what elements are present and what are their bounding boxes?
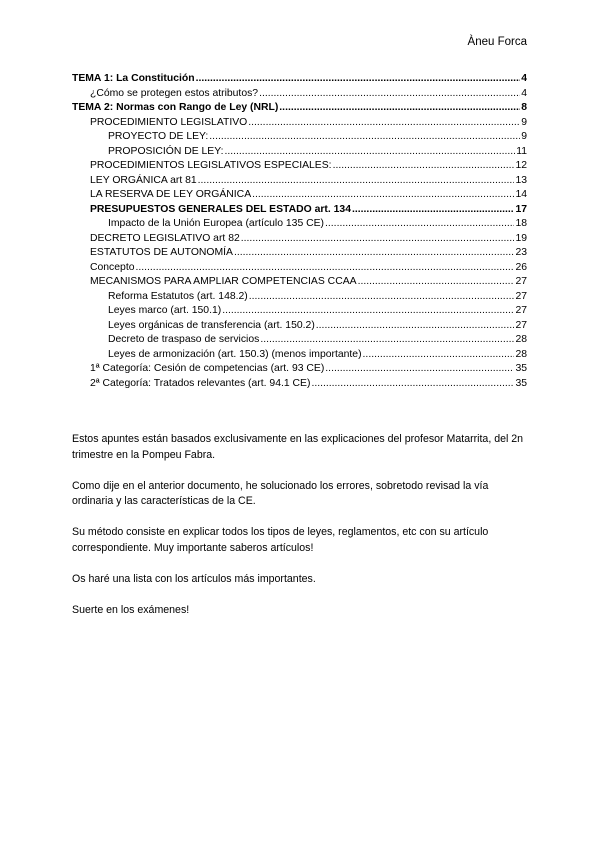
toc-leader-dots (209, 130, 520, 145)
toc-leader-dots (249, 290, 515, 305)
toc-entry-title: DECRETO LEGISLATIVO art 82 (90, 232, 240, 244)
toc-entry-title: Concepto (90, 261, 135, 273)
toc-page-number: 35 (515, 363, 527, 374)
toc-leader-dots (363, 348, 515, 363)
toc-entry-title: Leyes de armonización (art. 150.3) (menos importante) (108, 348, 362, 360)
body-paragraph: Estos apuntes están basados exclusivamente en las explicaciones del profesor Matarrita, del 2n trimestre en la Pompeu Fabra. (72, 433, 524, 461)
toc-entry[interactable] (72, 232, 527, 247)
toc-entry-title: MECANISMOS PARA AMPLIAR COMPETENCIAS CCAA (90, 276, 357, 287)
toc-leader-dots (279, 101, 520, 116)
toc-page-number: 26 (515, 261, 527, 273)
toc-page-number: 8 (521, 102, 527, 113)
toc-entry[interactable] (72, 333, 527, 348)
toc-leader-dots (259, 87, 520, 102)
toc-entry-title: PROCEDIMIENTO LEGISLATIVO (90, 116, 248, 128)
toc-entry-title: LA RESERVA DE LEY ORGÁNICA (90, 189, 252, 200)
toc-entry[interactable] (72, 174, 527, 189)
toc-page-number: 27 (515, 276, 527, 287)
toc-page-number: 12 (515, 160, 527, 171)
toc-leader-dots (222, 304, 514, 319)
toc-page-number: 27 (515, 290, 527, 302)
toc-entry[interactable] (72, 72, 527, 87)
toc-entry[interactable] (72, 348, 527, 363)
toc-page-number: 9 (521, 116, 527, 128)
toc-page-number: 27 (515, 319, 527, 331)
toc-entry-title: ¿Cómo se protegen estos atributos? (90, 87, 259, 99)
toc-page-number: 14 (515, 189, 527, 200)
toc-leader-dots (358, 275, 515, 290)
toc-entry-title: Leyes marco (art. 150.1) (108, 305, 222, 316)
body-paragraph: Su método consiste en explicar todos los tipos de leyes, reglamentos, etc con su artículo correspondiente. Muy importante saberos artículos! (72, 526, 489, 554)
toc-page-number: 4 (521, 87, 527, 99)
toc-leader-dots (241, 232, 515, 247)
toc-page-number: 28 (515, 348, 527, 360)
toc-leader-dots (196, 72, 521, 87)
toc-entry[interactable] (72, 290, 527, 305)
toc-entry-title: Reforma Estatutos (art. 148.2) (108, 290, 248, 302)
toc-page-number: 19 (515, 232, 527, 244)
toc-entry-title: TEMA 2: Normas con Rango de Ley (NRL) (72, 102, 279, 113)
toc-entry[interactable] (72, 377, 527, 392)
toc-entry-title: ESTATUTOS DE AUTONOMÍA (90, 247, 233, 258)
toc-entry[interactable] (72, 145, 527, 160)
toc-page-number: 35 (515, 377, 527, 389)
toc-leader-dots (234, 246, 514, 261)
toc-leader-dots (260, 333, 514, 348)
toc-entry[interactable] (72, 188, 527, 203)
toc-entry[interactable] (72, 261, 527, 276)
toc-entry[interactable] (72, 246, 527, 261)
body-paragraph: Os haré una lista con los artículos más importantes. (72, 572, 316, 585)
table-of-contents (72, 72, 527, 391)
toc-leader-dots (316, 319, 515, 334)
toc-leader-dots (333, 159, 515, 174)
toc-entry-title: Decreto de traspaso de servicios (108, 334, 260, 345)
toc-leader-dots (224, 145, 515, 160)
toc-page-number: 13 (515, 174, 527, 186)
toc-entry-title: Impacto de la Unión Europea (artículo 135 CE) (108, 218, 325, 229)
toc-entry[interactable] (72, 116, 527, 131)
toc-entry[interactable] (72, 362, 527, 377)
toc-entry-title: 1ª Categoría: Cesión de competencias (art. 93 CE) (90, 363, 325, 374)
intro-text (72, 432, 532, 634)
toc-leader-dots (325, 217, 514, 232)
toc-entry[interactable] (72, 217, 527, 232)
toc-entry[interactable] (72, 101, 527, 116)
toc-entry-title: TEMA 1: La Constitución (72, 73, 195, 84)
toc-page-number: 28 (515, 334, 527, 345)
toc-entry[interactable] (72, 203, 527, 218)
toc-page-number: 11 (516, 145, 527, 157)
toc-leader-dots (252, 188, 514, 203)
toc-page-number: 23 (515, 247, 527, 258)
toc-page-number: 4 (521, 73, 527, 84)
toc-page-number: 18 (515, 218, 527, 229)
toc-leader-dots (135, 261, 514, 276)
toc-entry-title: Leyes orgánicas de transferencia (art. 150.2) (108, 319, 315, 331)
page-header-author: Àneu Forca (467, 36, 527, 48)
toc-leader-dots (248, 116, 520, 131)
toc-page-number: 17 (515, 203, 527, 215)
body-paragraph: Suerte en los exámenes! (72, 603, 190, 616)
toc-leader-dots (325, 362, 514, 377)
toc-page-number: 9 (521, 131, 527, 142)
toc-leader-dots (311, 377, 514, 392)
toc-page-number: 27 (515, 305, 527, 316)
toc-entry[interactable] (72, 319, 527, 334)
toc-entry-title: PROYECTO DE LEY: (108, 131, 209, 142)
toc-entry[interactable] (72, 87, 527, 102)
toc-entry-title: PROCEDIMIENTOS LEGISLATIVOS ESPECIALES: (90, 160, 332, 171)
toc-entry[interactable] (72, 130, 527, 145)
toc-entry[interactable] (72, 304, 527, 319)
toc-entry-title: 2ª Categoría: Tratados relevantes (art. 94.1 CE) (90, 377, 311, 389)
toc-entry[interactable] (72, 159, 527, 174)
body-paragraph: Como dije en el anterior documento, he solucionado los errores, sobretodo revisad la vía ordinaria y las características de la CE. (72, 479, 489, 507)
toc-entry[interactable] (72, 275, 527, 290)
toc-entry-title: LEY ORGÁNICA art 81 (90, 174, 197, 186)
toc-entry-title: PROPOSICIÓN DE LEY: (108, 145, 224, 157)
toc-leader-dots (352, 203, 514, 218)
toc-leader-dots (198, 174, 515, 189)
toc-entry-title: PRESUPUESTOS GENERALES DEL ESTADO art. 134 (90, 203, 351, 215)
